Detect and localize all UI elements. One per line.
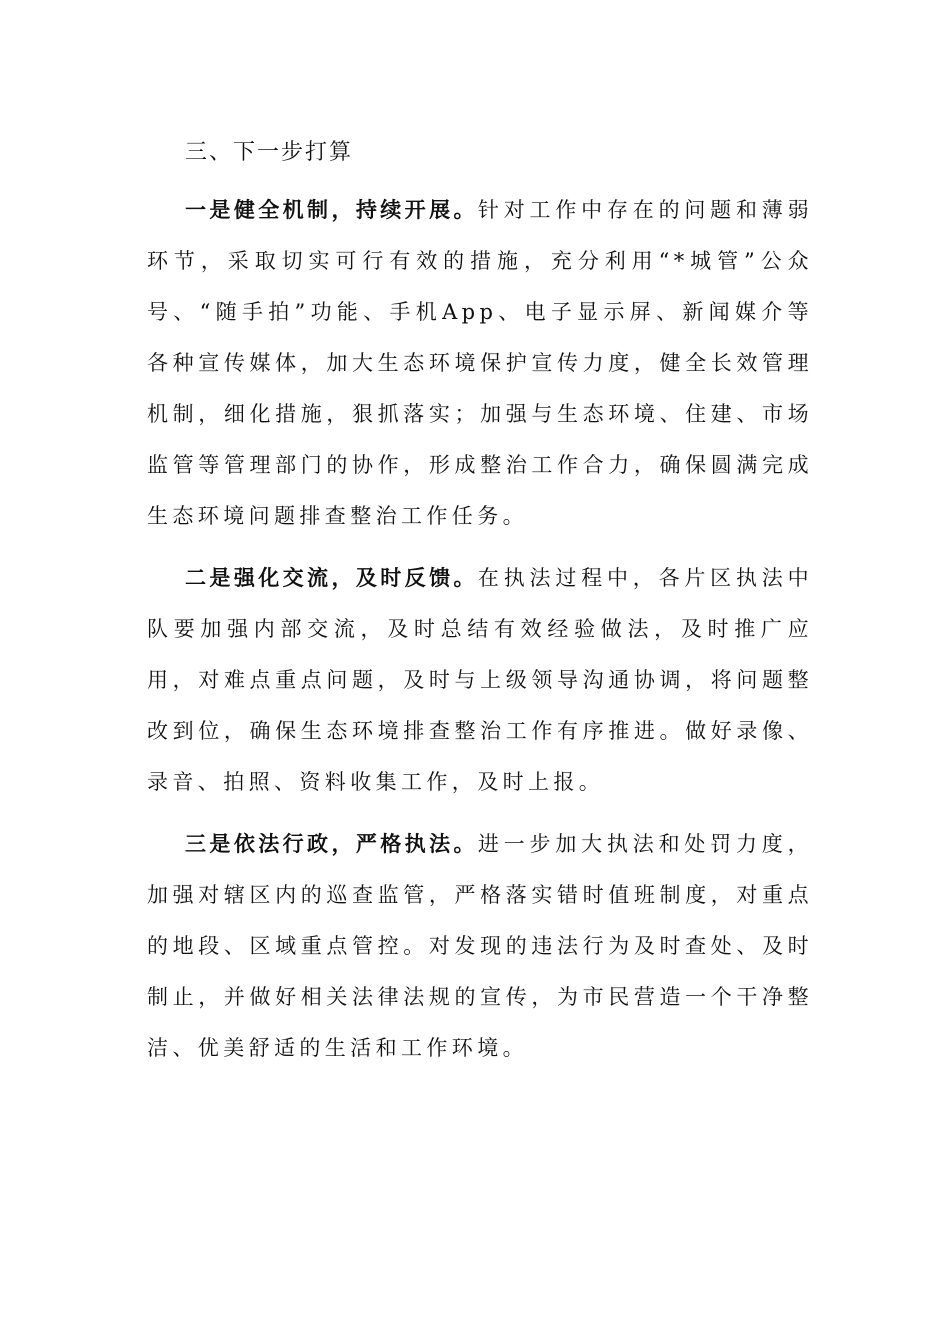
paragraph-3-lead: 三是依法行政，严格执法。 [185, 831, 478, 856]
paragraph-2-body: 在执法过程中，各片区执法中队要加强内部交流，及时总结有效经验做法，及时推广应用，对难点重点问题，及时与上级领导沟通协调，将问题整改到位，确保生态环境排查整治工作有序推进。做好录像、录音、拍照、资料收集工作，及时上报。 [147, 566, 814, 794]
paragraph-3-body: 进一步加大执法和处罚力度，加强对辖区内的巡查监管，严格落实错时值班制度，对重点的地段、区域重点管控。对发现的违法行为及时查处、及时制止，并做好相关法律法规的宣传，为市民营造一个干净整洁、优美舒适的生活和工作环境。 [147, 832, 814, 1060]
paragraph-2-lead: 二是强化交流，及时反馈。 [185, 565, 478, 590]
paragraph-1-lead: 一是健全机制，持续开展。 [185, 197, 478, 222]
paragraph-1 [147, 184, 813, 542]
paragraph-1-body: 针对工作中存在的问题和薄弱环节，采取切实可行有效的措施，充分利用“*城管”公众号、“随手拍”功能、手机App、电子显示屏、新闻媒介等各种宣传媒体，加大生态环境保护宣传力度，健全长效管理机制，细化措施，狠抓落实；加强与生态环境、住建、市场监管等管理部门的协作，形成整治工作合力，确保圆满完成生态环境问题排查整治工作任务。 [147, 198, 814, 528]
paragraph-2 [147, 552, 813, 808]
paragraph-3 [147, 818, 813, 1074]
document-body [147, 128, 813, 1084]
section-heading: 三、下一步打算 [185, 140, 354, 165]
